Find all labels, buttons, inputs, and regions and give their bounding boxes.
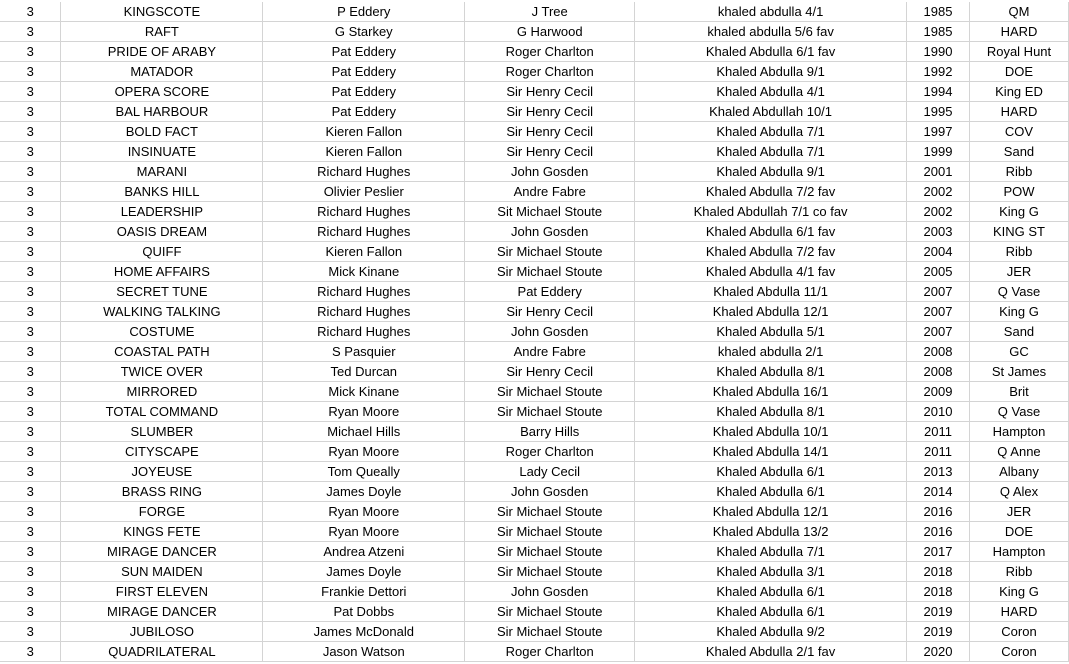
jockey-cell[interactable]: Mick Kinane [263,382,465,402]
results-table [0,2,1069,662]
race-cell[interactable]: King G [969,582,1068,602]
count-cell[interactable]: 3 [0,242,61,262]
table-row [0,2,1069,22]
owner-odds-cell[interactable]: Khaled Abdullah 7/1 co fav [635,202,907,222]
jockey-cell[interactable]: Andrea Atzeni [263,542,465,562]
jockey-cell[interactable]: Richard Hughes [263,302,465,322]
trainer-cell[interactable]: Sir Michael Stoute [465,402,635,422]
horse-cell[interactable]: MARANI [61,162,263,182]
count-cell[interactable]: 3 [0,222,61,242]
count-cell[interactable]: 3 [0,362,61,382]
race-cell[interactable]: Sand [969,142,1068,162]
table-row [0,342,1069,362]
horse-cell[interactable]: OASIS DREAM [61,222,263,242]
race-cell[interactable]: Ribb [969,562,1068,582]
table-row [0,282,1069,302]
table-row [0,442,1069,462]
year-cell[interactable]: 2014 [907,482,970,502]
count-cell[interactable]: 3 [0,602,61,622]
year-cell[interactable]: 1985 [907,2,970,22]
race-cell[interactable]: Coron [969,642,1068,662]
trainer-cell[interactable]: G Harwood [465,22,635,42]
owner-odds-cell[interactable]: Khaled Abdulla 14/1 [635,442,907,462]
owner-odds-cell[interactable]: Khaled Abdulla 13/2 [635,522,907,542]
trainer-cell[interactable]: John Gosden [465,582,635,602]
race-cell[interactable]: Coron [969,622,1068,642]
trainer-cell[interactable]: Roger Charlton [465,62,635,82]
jockey-cell[interactable]: G Starkey [263,22,465,42]
horse-cell[interactable]: SLUMBER [61,422,263,442]
jockey-cell[interactable]: James Doyle [263,562,465,582]
table-row [0,122,1069,142]
owner-odds-cell[interactable]: khaled abdulla 4/1 [635,2,907,22]
horse-cell[interactable]: LEADERSHIP [61,202,263,222]
table-row [0,302,1069,322]
race-cell[interactable]: Q Vase [969,282,1068,302]
trainer-cell[interactable]: Sir Henry Cecil [465,142,635,162]
count-cell[interactable]: 3 [0,542,61,562]
owner-odds-cell[interactable]: Khaled Abdulla 7/1 [635,122,907,142]
horse-cell[interactable]: MIRAGE DANCER [61,542,263,562]
owner-odds-cell[interactable]: Khaled Abdulla 8/1 [635,362,907,382]
race-cell[interactable]: King G [969,202,1068,222]
count-cell[interactable]: 3 [0,502,61,522]
jockey-cell[interactable]: Richard Hughes [263,282,465,302]
count-cell[interactable]: 3 [0,202,61,222]
year-cell[interactable]: 2007 [907,302,970,322]
horse-cell[interactable]: OPERA SCORE [61,82,263,102]
owner-odds-cell[interactable]: Khaled Abdulla 4/1 fav [635,262,907,282]
race-cell[interactable]: DOE [969,62,1068,82]
horse-cell[interactable]: MATADOR [61,62,263,82]
horse-cell[interactable]: KINGS FETE [61,522,263,542]
year-cell[interactable]: 2020 [907,642,970,662]
trainer-cell[interactable]: Sir Henry Cecil [465,362,635,382]
owner-odds-cell[interactable]: Khaled Abdulla 2/1 fav [635,642,907,662]
table-row [0,642,1069,662]
jockey-cell[interactable]: Kieren Fallon [263,242,465,262]
trainer-cell[interactable]: Sir Michael Stoute [465,262,635,282]
count-cell[interactable]: 3 [0,142,61,162]
table-row [0,522,1069,542]
jockey-cell[interactable]: James McDonald [263,622,465,642]
table-row [0,482,1069,502]
horse-cell[interactable]: BOLD FACT [61,122,263,142]
race-cell[interactable]: Royal Hunt [969,42,1068,62]
owner-odds-cell[interactable]: khaled abdulla 2/1 [635,342,907,362]
count-cell[interactable]: 3 [0,402,61,422]
trainer-cell[interactable]: Roger Charlton [465,42,635,62]
horse-cell[interactable]: FORGE [61,502,263,522]
count-cell[interactable]: 3 [0,282,61,302]
count-cell[interactable]: 3 [0,122,61,142]
race-cell[interactable]: KING ST [969,222,1068,242]
horse-cell[interactable]: BAL HARBOUR [61,102,263,122]
trainer-cell[interactable]: John Gosden [465,222,635,242]
year-cell[interactable]: 1990 [907,42,970,62]
count-cell[interactable]: 3 [0,462,61,482]
race-cell[interactable]: COV [969,122,1068,142]
count-cell[interactable]: 3 [0,562,61,582]
count-cell[interactable]: 3 [0,182,61,202]
jockey-cell[interactable]: Pat Eddery [263,42,465,62]
jockey-cell[interactable]: Richard Hughes [263,322,465,342]
table-row [0,562,1069,582]
race-cell[interactable]: Ribb [969,162,1068,182]
horse-cell[interactable]: CITYSCAPE [61,442,263,462]
owner-odds-cell[interactable]: Khaled Abdulla 6/1 fav [635,42,907,62]
owner-odds-cell[interactable]: Khaled Abdulla 12/1 [635,502,907,522]
owner-odds-cell[interactable]: Khaled Abdulla 6/1 [635,482,907,502]
trainer-cell[interactable]: Sir Michael Stoute [465,502,635,522]
jockey-cell[interactable]: Tom Queally [263,462,465,482]
trainer-cell[interactable]: Roger Charlton [465,442,635,462]
race-cell[interactable]: DOE [969,522,1068,542]
count-cell[interactable]: 3 [0,322,61,342]
table-row [0,262,1069,282]
trainer-cell[interactable]: John Gosden [465,482,635,502]
owner-odds-cell[interactable]: Khaled Abdulla 10/1 [635,422,907,442]
race-cell[interactable]: Hampton [969,422,1068,442]
jockey-cell[interactable]: Olivier Peslier [263,182,465,202]
owner-odds-cell[interactable]: Khaled Abdulla 8/1 [635,402,907,422]
owner-odds-cell[interactable]: Khaled Abdulla 9/1 [635,62,907,82]
jockey-cell[interactable]: Richard Hughes [263,222,465,242]
count-cell[interactable]: 3 [0,442,61,462]
race-cell[interactable]: St James [969,362,1068,382]
year-cell[interactable]: 2008 [907,362,970,382]
race-cell[interactable]: HARD [969,602,1068,622]
jockey-cell[interactable]: Ryan Moore [263,402,465,422]
owner-odds-cell[interactable]: Khaled Abdulla 7/1 [635,142,907,162]
jockey-cell[interactable]: Kieren Fallon [263,142,465,162]
horse-cell[interactable]: COASTAL PATH [61,342,263,362]
trainer-cell[interactable]: Sir Henry Cecil [465,302,635,322]
owner-odds-cell[interactable]: khaled abdulla 5/6 fav [635,22,907,42]
jockey-cell[interactable]: Richard Hughes [263,202,465,222]
year-cell[interactable]: 2009 [907,382,970,402]
table-row [0,202,1069,222]
race-cell[interactable]: Ribb [969,242,1068,262]
trainer-cell[interactable]: Sir Michael Stoute [465,542,635,562]
count-cell[interactable]: 3 [0,262,61,282]
trainer-cell[interactable]: Sir Michael Stoute [465,242,635,262]
owner-odds-cell[interactable]: Khaled Abdulla 12/1 [635,302,907,322]
horse-cell[interactable]: JOYEUSE [61,462,263,482]
count-cell[interactable]: 3 [0,162,61,182]
horse-cell[interactable]: KINGSCOTE [61,2,263,22]
horse-cell[interactable]: QUADRILATERAL [61,642,263,662]
year-cell[interactable]: 2013 [907,462,970,482]
year-cell[interactable]: 2001 [907,162,970,182]
table-row [0,502,1069,522]
horse-cell[interactable]: MIRAGE DANCER [61,602,263,622]
jockey-cell[interactable]: S Pasquier [263,342,465,362]
jockey-cell[interactable]: Ryan Moore [263,442,465,462]
jockey-cell[interactable]: Jason Watson [263,642,465,662]
trainer-cell[interactable]: Sit Michael Stoute [465,202,635,222]
count-cell[interactable]: 3 [0,642,61,662]
horse-cell[interactable]: HOME AFFAIRS [61,262,263,282]
owner-odds-cell[interactable]: Khaled Abdulla 9/2 [635,622,907,642]
count-cell[interactable]: 3 [0,582,61,602]
year-cell[interactable]: 2011 [907,422,970,442]
horse-cell[interactable]: BANKS HILL [61,182,263,202]
trainer-cell[interactable]: Roger Charlton [465,642,635,662]
trainer-cell[interactable]: Pat Eddery [465,282,635,302]
race-cell[interactable]: Q Vase [969,402,1068,422]
trainer-cell[interactable]: Sir Henry Cecil [465,122,635,142]
year-cell[interactable]: 2007 [907,322,970,342]
owner-odds-cell[interactable]: Khaled Abdulla 6/1 fav [635,222,907,242]
count-cell[interactable]: 3 [0,102,61,122]
table-row [0,542,1069,562]
horse-cell[interactable]: COSTUME [61,322,263,342]
trainer-cell[interactable]: Sir Michael Stoute [465,522,635,542]
year-cell[interactable]: 2005 [907,262,970,282]
race-cell[interactable]: JER [969,502,1068,522]
trainer-cell[interactable]: Andre Fabre [465,342,635,362]
trainer-cell[interactable]: Andre Fabre [465,182,635,202]
owner-odds-cell[interactable]: Khaled Abdullah 10/1 [635,102,907,122]
count-cell[interactable]: 3 [0,382,61,402]
horse-cell[interactable]: QUIFF [61,242,263,262]
horse-cell[interactable]: SECRET TUNE [61,282,263,302]
year-cell[interactable]: 2019 [907,602,970,622]
owner-odds-cell[interactable]: Khaled Abdulla 4/1 [635,82,907,102]
count-cell[interactable]: 3 [0,62,61,82]
horse-cell[interactable]: JUBILOSO [61,622,263,642]
jockey-cell[interactable]: Pat Eddery [263,102,465,122]
race-cell[interactable]: Q Alex [969,482,1068,502]
race-cell[interactable]: POW [969,182,1068,202]
year-cell[interactable]: 2002 [907,202,970,222]
trainer-cell[interactable]: Sir Michael Stoute [465,622,635,642]
year-cell[interactable]: 1994 [907,82,970,102]
table-row [0,602,1069,622]
year-cell[interactable]: 2008 [907,342,970,362]
trainer-cell[interactable]: Sir Henry Cecil [465,102,635,122]
table-row [0,142,1069,162]
owner-odds-cell[interactable]: Khaled Abdulla 7/2 fav [635,242,907,262]
horse-cell[interactable]: FIRST ELEVEN [61,582,263,602]
table-row [0,62,1069,82]
year-cell[interactable]: 2016 [907,522,970,542]
race-cell[interactable]: Sand [969,322,1068,342]
table-row [0,382,1069,402]
table-row [0,222,1069,242]
owner-odds-cell[interactable]: Khaled Abdulla 3/1 [635,562,907,582]
table-row [0,622,1069,642]
count-cell[interactable]: 3 [0,302,61,322]
year-cell[interactable]: 2016 [907,502,970,522]
table-row [0,182,1069,202]
horse-cell[interactable]: PRIDE OF ARABY [61,42,263,62]
jockey-cell[interactable]: Michael Hills [263,422,465,442]
count-cell[interactable]: 3 [0,422,61,442]
year-cell[interactable]: 2018 [907,562,970,582]
year-cell[interactable]: 1997 [907,122,970,142]
count-cell[interactable]: 3 [0,42,61,62]
race-cell[interactable]: HARD [969,22,1068,42]
race-cell[interactable]: Albany [969,462,1068,482]
trainer-cell[interactable]: Sir Michael Stoute [465,562,635,582]
horse-cell[interactable]: MIRRORED [61,382,263,402]
year-cell[interactable]: 1985 [907,22,970,42]
table-row [0,242,1069,262]
horse-cell[interactable]: RAFT [61,22,263,42]
table-row [0,162,1069,182]
horse-cell[interactable]: BRASS RING [61,482,263,502]
year-cell[interactable]: 2007 [907,282,970,302]
jockey-cell[interactable]: Richard Hughes [263,162,465,182]
jockey-cell[interactable]: Pat Eddery [263,62,465,82]
owner-odds-cell[interactable]: Khaled Abdulla 16/1 [635,382,907,402]
race-cell[interactable]: GC [969,342,1068,362]
race-cell[interactable]: JER [969,262,1068,282]
owner-odds-cell[interactable]: Khaled Abdulla 7/2 fav [635,182,907,202]
year-cell[interactable]: 2011 [907,442,970,462]
trainer-cell[interactable]: Lady Cecil [465,462,635,482]
jockey-cell[interactable]: Ryan Moore [263,502,465,522]
jockey-cell[interactable]: Pat Eddery [263,82,465,102]
jockey-cell[interactable]: James Doyle [263,482,465,502]
race-cell[interactable]: QM [969,2,1068,22]
table-row [0,322,1069,342]
trainer-cell[interactable]: J Tree [465,2,635,22]
year-cell[interactable]: 1995 [907,102,970,122]
race-cell[interactable]: Hampton [969,542,1068,562]
table-row [0,22,1069,42]
year-cell[interactable]: 2010 [907,402,970,422]
count-cell[interactable]: 3 [0,522,61,542]
count-cell[interactable]: 3 [0,342,61,362]
jockey-cell[interactable]: Kieren Fallon [263,122,465,142]
table-row [0,102,1069,122]
owner-odds-cell[interactable]: Khaled Abdulla 5/1 [635,322,907,342]
count-cell[interactable]: 3 [0,2,61,22]
owner-odds-cell[interactable]: Khaled Abdulla 7/1 [635,542,907,562]
jockey-cell[interactable]: P Eddery [263,2,465,22]
jockey-cell[interactable]: Mick Kinane [263,262,465,282]
horse-cell[interactable]: TWICE OVER [61,362,263,382]
owner-odds-cell[interactable]: Khaled Abdulla 6/1 [635,602,907,622]
trainer-cell[interactable]: John Gosden [465,322,635,342]
trainer-cell[interactable]: Sir Henry Cecil [465,82,635,102]
race-cell[interactable]: King G [969,302,1068,322]
trainer-cell[interactable]: Sir Michael Stoute [465,382,635,402]
year-cell[interactable]: 2003 [907,222,970,242]
year-cell[interactable]: 2018 [907,582,970,602]
count-cell[interactable]: 3 [0,482,61,502]
jockey-cell[interactable]: Pat Dobbs [263,602,465,622]
owner-odds-cell[interactable]: Khaled Abdulla 11/1 [635,282,907,302]
jockey-cell[interactable]: Frankie Dettori [263,582,465,602]
count-cell[interactable]: 3 [0,22,61,42]
table-row [0,362,1069,382]
race-cell[interactable]: King ED [969,82,1068,102]
jockey-cell[interactable]: Ryan Moore [263,522,465,542]
horse-cell[interactable]: INSINUATE [61,142,263,162]
year-cell[interactable]: 2004 [907,242,970,262]
race-cell[interactable]: HARD [969,102,1068,122]
table-row [0,422,1069,442]
horse-cell[interactable]: TOTAL COMMAND [61,402,263,422]
owner-odds-cell[interactable]: Khaled Abdulla 6/1 [635,462,907,482]
horse-cell[interactable]: SUN MAIDEN [61,562,263,582]
trainer-cell[interactable]: Barry Hills [465,422,635,442]
race-cell[interactable]: Q Anne [969,442,1068,462]
table-row [0,402,1069,422]
table-row [0,42,1069,62]
owner-odds-cell[interactable]: Khaled Abdulla 9/1 [635,162,907,182]
race-cell[interactable]: Brit [969,382,1068,402]
year-cell[interactable]: 1999 [907,142,970,162]
table-row [0,462,1069,482]
count-cell[interactable]: 3 [0,82,61,102]
count-cell[interactable]: 3 [0,622,61,642]
table-row [0,582,1069,602]
trainer-cell[interactable]: John Gosden [465,162,635,182]
year-cell[interactable]: 2017 [907,542,970,562]
trainer-cell[interactable]: Sir Michael Stoute [465,602,635,622]
year-cell[interactable]: 1992 [907,62,970,82]
owner-odds-cell[interactable]: Khaled Abdulla 6/1 [635,582,907,602]
table-body [0,2,1069,662]
year-cell[interactable]: 2019 [907,622,970,642]
horse-cell[interactable]: WALKING TALKING [61,302,263,322]
jockey-cell[interactable]: Ted Durcan [263,362,465,382]
table-row [0,82,1069,102]
year-cell[interactable]: 2002 [907,182,970,202]
